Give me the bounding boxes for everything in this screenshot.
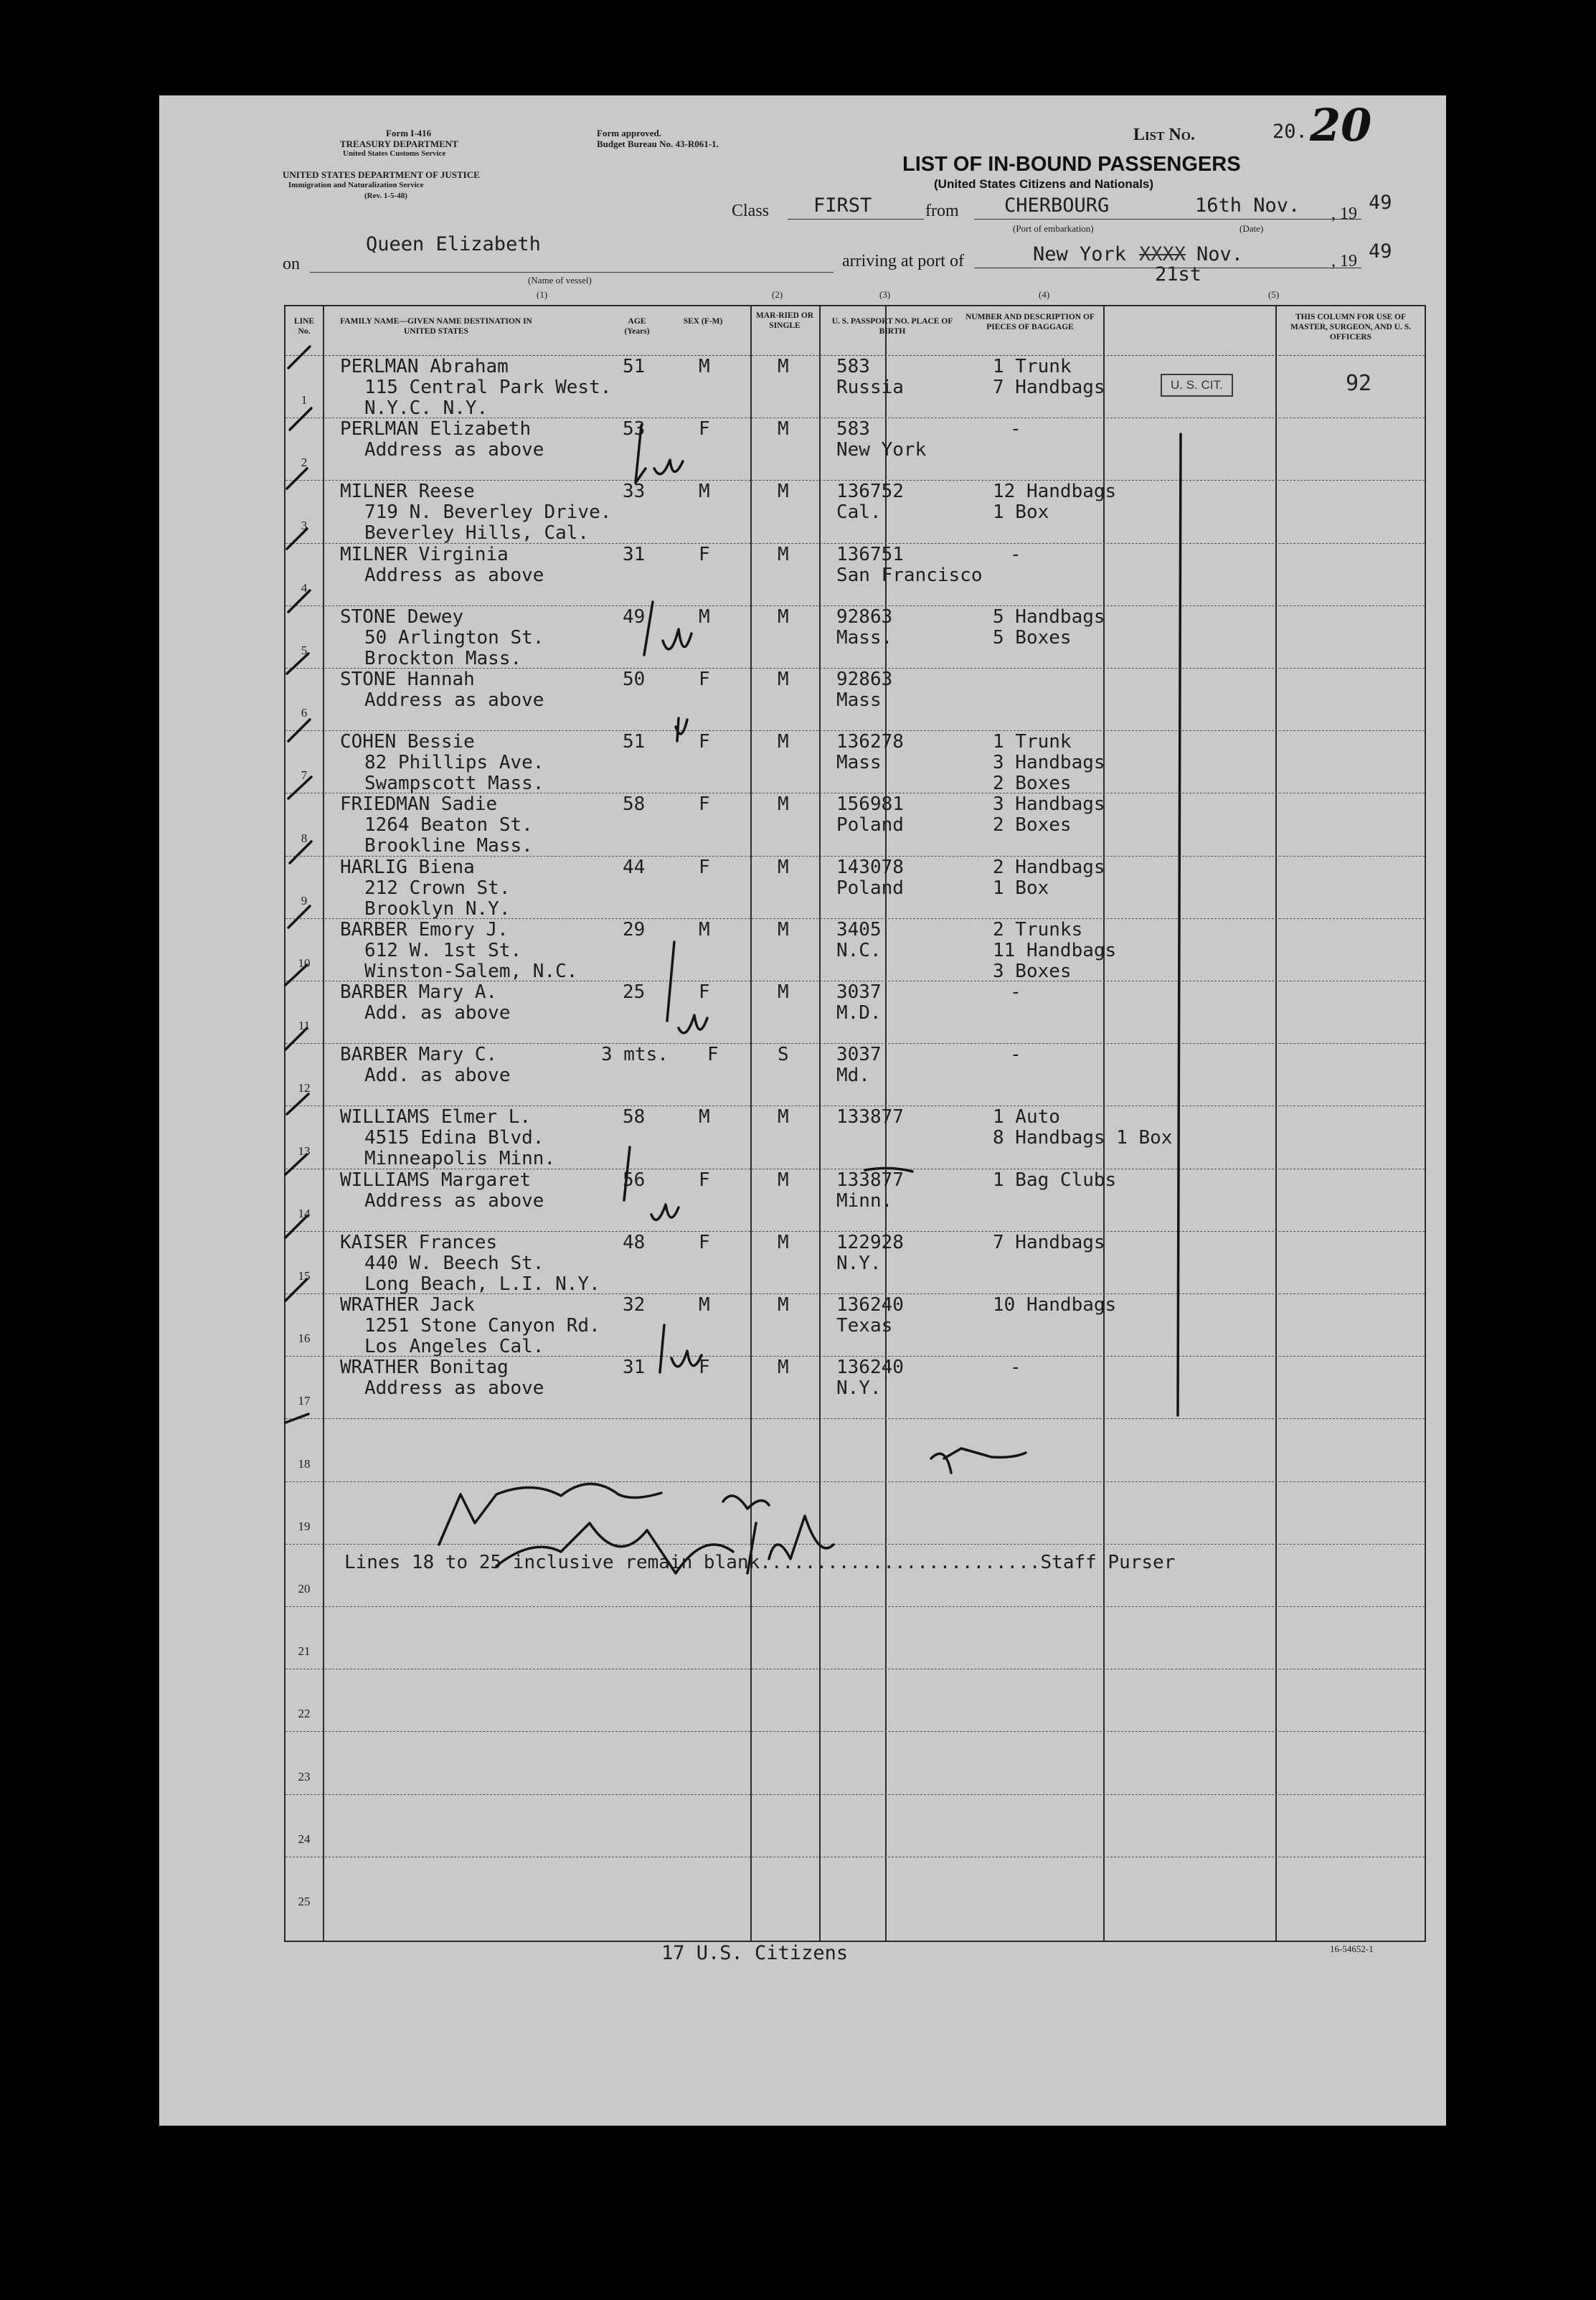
- dept-treasury: TREASURY DEPARTMENT: [340, 138, 458, 149]
- line-number: 3: [301, 519, 308, 532]
- passenger-marital-status: M: [778, 606, 789, 628]
- passport-number: 92863: [836, 669, 893, 690]
- line-number: 13: [298, 1144, 311, 1158]
- line-number: 11: [298, 1019, 311, 1032]
- header-sex: SEX (F-M): [683, 317, 723, 326]
- passenger-name: BARBER Mary C.: [340, 1044, 498, 1065]
- passport-number: 136240: [836, 1294, 904, 1316]
- line-number: 24: [298, 1832, 311, 1846]
- passenger-name: COHEN Bessie: [340, 731, 475, 753]
- passenger-address: Address as above: [364, 439, 544, 461]
- passenger-sex: F: [699, 418, 710, 440]
- passport-number: 3037: [836, 981, 882, 1003]
- budget-bureau: Budget Bureau No. 43-R061-1.: [597, 138, 719, 149]
- passenger-address: Brooklyn N.Y.: [364, 898, 511, 920]
- passenger-sex: F: [699, 731, 710, 753]
- baggage-item: 11 Handbags: [993, 940, 1117, 961]
- passenger-name: BARBER Emory J.: [340, 919, 509, 941]
- line-number: 23: [298, 1770, 311, 1783]
- passenger-sex: M: [699, 356, 710, 377]
- class-value: FIRST: [813, 194, 872, 217]
- passenger-address: Brookline Mass.: [364, 835, 533, 857]
- line-number: 6: [301, 706, 308, 720]
- on-label: on: [283, 255, 300, 273]
- form-code: 16-54652-1: [1330, 1943, 1374, 1954]
- passenger-sex: F: [707, 1044, 719, 1065]
- passenger-address: Address as above: [364, 565, 544, 586]
- year-prefix-1: , 19: [1331, 204, 1357, 223]
- passenger-address: 115 Central Park West.: [364, 377, 612, 398]
- passenger-table: [284, 305, 1426, 1942]
- passenger-sex: F: [699, 669, 710, 690]
- passenger-sex: F: [699, 1232, 710, 1253]
- passenger-marital-status: M: [778, 981, 789, 1003]
- header-married: MAR-RIED OR SINGLE: [755, 311, 814, 330]
- column-number-1: (1): [537, 289, 548, 300]
- passenger-address: Winston-Salem, N.C.: [364, 961, 578, 982]
- passport-number: 156981: [836, 793, 904, 815]
- list-no-handwritten: 20: [1310, 99, 1372, 151]
- passenger-marital-status: M: [778, 418, 789, 440]
- passenger-marital-status: M: [778, 731, 789, 753]
- line-number: 8: [301, 831, 308, 845]
- passenger-address: Add. as above: [364, 1002, 511, 1024]
- form-revision: (Rev. 1-5-48): [364, 192, 407, 200]
- passenger-address: Brockton Mass.: [364, 648, 522, 669]
- dept-immigration: Immigration and Naturalization Service: [288, 181, 424, 189]
- baggage-item: 1 Box: [993, 501, 1049, 523]
- place-of-birth: N.Y.: [836, 1253, 882, 1274]
- passenger-marital-status: M: [778, 1232, 789, 1253]
- list-no-value: 20.: [1272, 121, 1308, 143]
- passport-number: 133877: [836, 1106, 904, 1128]
- passenger-marital-status: M: [778, 544, 789, 565]
- place-of-birth: Texas: [836, 1315, 893, 1337]
- passenger-age: 31: [623, 544, 646, 565]
- passenger-age: 33: [623, 481, 646, 502]
- passenger-age: 58: [623, 1106, 646, 1128]
- line-number: 7: [301, 768, 308, 782]
- passport-number: 583: [836, 418, 870, 440]
- line-number: 10: [298, 956, 311, 970]
- place-of-birth: Poland: [836, 814, 904, 836]
- place-of-birth: Mass: [836, 752, 882, 773]
- form-approved: Form approved.: [597, 128, 662, 138]
- passenger-age: 50: [623, 669, 646, 690]
- passenger-address: 440 W. Beech St.: [364, 1253, 544, 1274]
- baggage-item: 8 Handbags 1 Box: [993, 1127, 1173, 1149]
- passenger-name: PERLMAN Abraham: [340, 356, 509, 377]
- baggage-item: 1 Trunk: [993, 731, 1072, 753]
- baggage-item: 2 Handbags: [993, 857, 1105, 878]
- arrival-date: Nov.: [1196, 243, 1244, 265]
- passport-number: 136752: [836, 481, 904, 502]
- passenger-age: 51: [623, 731, 646, 753]
- passenger-address: Address as above: [364, 1190, 544, 1212]
- baggage-item: 2 Boxes: [993, 814, 1072, 836]
- passenger-address: Address as above: [364, 1377, 544, 1399]
- vessel-name: Queen Elizabeth: [366, 233, 541, 255]
- passenger-marital-status: M: [778, 1106, 789, 1128]
- place-of-birth: Cal.: [836, 501, 882, 523]
- document-subtitle: (United States Citizens and Nationals): [934, 177, 1154, 191]
- passenger-age: 48: [623, 1232, 646, 1253]
- passenger-address: Los Angeles Cal.: [364, 1336, 544, 1357]
- passenger-address: Long Beach, L.I. N.Y.: [364, 1273, 600, 1295]
- passport-number: 136278: [836, 731, 904, 753]
- baggage-item: 7 Handbags: [993, 1232, 1105, 1253]
- passenger-name: BARBER Mary A.: [340, 981, 498, 1003]
- passenger-marital-status: M: [778, 1169, 789, 1191]
- baggage-item: 5 Handbags: [993, 606, 1105, 628]
- passport-number: 583: [836, 356, 870, 377]
- year-2: 49: [1369, 240, 1392, 263]
- passenger-sex: F: [699, 1169, 710, 1191]
- passenger-name: HARLIG Biena: [340, 857, 475, 878]
- passenger-sex: M: [699, 1294, 710, 1316]
- baggage-item: 1 Auto: [993, 1106, 1060, 1128]
- struck-text: XXXX: [1139, 243, 1186, 265]
- passenger-marital-status: M: [778, 669, 789, 690]
- passenger-age: 58: [623, 793, 646, 815]
- header-line-no: LINE No.: [293, 317, 315, 336]
- list-no-label: List No.: [1133, 126, 1195, 144]
- baggage-item: 5 Boxes: [993, 627, 1072, 649]
- dept-justice: UNITED STATES DEPARTMENT OF JUSTICE: [283, 169, 480, 180]
- passenger-marital-status: M: [778, 481, 789, 502]
- line-number: 2: [301, 456, 308, 469]
- header-baggage: NUMBER AND DESCRIPTION OF PIECES OF BAGGAGE: [965, 313, 1095, 331]
- passenger-sex: F: [699, 1357, 710, 1378]
- passenger-name: MILNER Reese: [340, 481, 475, 502]
- line-number: 22: [298, 1707, 311, 1720]
- place-of-birth: N.C.: [836, 940, 882, 961]
- passenger-address: Address as above: [364, 689, 544, 711]
- baggage-item: -: [1010, 981, 1021, 1003]
- header-passport: U. S. PASSPORT NO. PLACE OF BIRTH: [831, 317, 953, 336]
- passenger-address: 82 Phillips Ave.: [364, 752, 544, 773]
- place-of-birth: Russia: [836, 377, 904, 398]
- column-number-5: (5): [1268, 289, 1280, 300]
- passenger-name: KAISER Frances: [340, 1232, 498, 1253]
- passenger-sex: F: [699, 544, 710, 565]
- arrival-date-correction: 21st: [1155, 263, 1202, 286]
- passenger-name: FRIEDMAN Sadie: [340, 793, 498, 815]
- passenger-address: Add. as above: [364, 1065, 511, 1086]
- passenger-sex: F: [699, 857, 710, 878]
- passenger-marital-status: M: [778, 356, 789, 377]
- passenger-address: Minneapolis Minn.: [364, 1148, 556, 1169]
- passenger-sex: F: [699, 981, 710, 1003]
- passport-number: 92863: [836, 606, 893, 628]
- passport-number: 3037: [836, 1044, 882, 1065]
- passenger-age: 56: [623, 1169, 646, 1191]
- passenger-manifest-page: [159, 95, 1446, 2126]
- passenger-marital-status: M: [778, 1294, 789, 1316]
- passenger-address: 50 Arlington St.: [364, 627, 544, 649]
- passenger-name: PERLMAN Elizabeth: [340, 418, 532, 440]
- line-number: 20: [298, 1582, 311, 1596]
- line-number: 18: [298, 1457, 311, 1471]
- passenger-address: 1251 Stone Canyon Rd.: [364, 1315, 600, 1337]
- passenger-age: 31: [623, 1357, 646, 1378]
- place-of-birth: San Francisco: [836, 565, 983, 586]
- passenger-name: WRATHER Jack: [340, 1294, 475, 1316]
- passenger-name: MILNER Virginia: [340, 544, 509, 565]
- year-1: 49: [1369, 192, 1392, 214]
- passenger-sex: F: [699, 793, 710, 815]
- passenger-sex: M: [699, 919, 710, 941]
- passenger-sex: M: [699, 481, 710, 502]
- passenger-address: Beverley Hills, Cal.: [364, 522, 590, 544]
- place-of-birth: Mass: [836, 689, 882, 711]
- passenger-address: 612 W. 1st St.: [364, 940, 522, 961]
- baggage-item: 12 Handbags: [993, 481, 1117, 502]
- line-number: 12: [298, 1081, 311, 1095]
- baggage-item: 2 Boxes: [993, 773, 1072, 794]
- place-of-birth: M.D.: [836, 1002, 882, 1024]
- passport-number: 136751: [836, 544, 904, 565]
- baggage-item: 1 Bag Clubs: [993, 1169, 1117, 1191]
- line-number: 1: [301, 393, 308, 407]
- place-of-birth: N.Y.: [836, 1377, 882, 1399]
- line-number: 5: [301, 644, 308, 657]
- column-number-3: (3): [879, 289, 891, 300]
- passenger-name: WILLIAMS Elmer L.: [340, 1106, 532, 1128]
- passenger-sex: M: [699, 606, 710, 628]
- from-label: from: [925, 202, 959, 220]
- passenger-address: Swampscott Mass.: [364, 773, 544, 794]
- stamp-text: U. S. CIT.: [1171, 378, 1223, 392]
- place-of-birth: Mass.: [836, 627, 893, 649]
- place-of-birth: Poland: [836, 877, 904, 899]
- line-number: 21: [298, 1644, 311, 1658]
- line-number: 15: [298, 1269, 311, 1283]
- line-number: 4: [301, 581, 308, 595]
- baggage-item: -: [1010, 544, 1021, 565]
- class-label: Class: [732, 202, 770, 220]
- column-number-2: (2): [772, 289, 783, 300]
- baggage-item: 3 Handbags: [993, 793, 1105, 815]
- header-name: FAMILY NAME—GIVEN NAME DESTINATION IN UNITED STATES: [340, 317, 532, 336]
- passenger-marital-status: S: [778, 1044, 789, 1065]
- passenger-address: 719 N. Beverley Drive.: [364, 501, 612, 523]
- passenger-age: 29: [623, 919, 646, 941]
- baggage-item: 7 Handbags: [993, 377, 1105, 398]
- line-number: 16: [298, 1332, 311, 1345]
- passenger-sex: M: [699, 1106, 710, 1128]
- date-caption: (Date): [1240, 223, 1264, 234]
- passenger-address: 4515 Edina Blvd.: [364, 1127, 544, 1149]
- passenger-marital-status: M: [778, 1357, 789, 1378]
- line-number: 14: [298, 1207, 311, 1220]
- baggage-item: 1 Trunk: [993, 356, 1072, 377]
- baggage-item: -: [1010, 418, 1021, 440]
- passenger-marital-status: M: [778, 919, 789, 941]
- passenger-name: WRATHER Bonitag: [340, 1357, 509, 1378]
- header-age: AGE (Years): [624, 317, 650, 336]
- passport-number: 136240: [836, 1357, 904, 1378]
- passenger-marital-status: M: [778, 793, 789, 815]
- baggage-item: 1 Box: [993, 877, 1049, 899]
- passport-number: 122928: [836, 1232, 904, 1253]
- form-number: Form I-416: [386, 128, 432, 138]
- document-title: LIST OF IN-BOUND PASSENGERS: [902, 153, 1241, 176]
- baggage-item: -: [1010, 1357, 1021, 1378]
- passenger-age: 44: [623, 857, 646, 878]
- footer-total: 17 U.S. Citizens: [661, 1942, 849, 1964]
- baggage-item: 2 Trunks: [993, 919, 1083, 941]
- baggage-item: 10 Handbags: [993, 1294, 1117, 1316]
- passport-number: 3405: [836, 919, 882, 941]
- passenger-address: N.Y.C. N.Y.: [364, 397, 488, 419]
- passport-number: 143078: [836, 857, 904, 878]
- line-number: 25: [298, 1895, 311, 1908]
- port-of-embarkation: CHERBOURG: [1004, 194, 1110, 217]
- line-number: 9: [301, 894, 308, 908]
- passenger-age: 32: [623, 1294, 646, 1316]
- dept-customs: United States Customs Service: [343, 149, 446, 158]
- passenger-age: 51: [623, 356, 646, 377]
- passport-number: 133877: [836, 1169, 904, 1191]
- baggage-item: 3 Boxes: [993, 961, 1072, 982]
- place-of-birth: New York: [836, 439, 927, 461]
- baggage-item: 3 Handbags: [993, 752, 1105, 773]
- passenger-name: WILLIAMS Margaret: [340, 1169, 532, 1191]
- passenger-address: 1264 Beaton St.: [364, 814, 533, 836]
- column-number-4: (4): [1039, 289, 1050, 300]
- passenger-age: 49: [623, 606, 646, 628]
- baggage-item: -: [1010, 1044, 1021, 1065]
- port-embarkation-caption: (Port of embarkation): [1013, 223, 1094, 234]
- passenger-name: STONE Hannah: [340, 669, 475, 690]
- place-of-birth: Md.: [836, 1065, 870, 1086]
- passenger-age: 25: [623, 981, 646, 1003]
- place-of-birth: Minn.: [836, 1190, 893, 1212]
- officer-note: 92: [1346, 371, 1372, 396]
- port-of-arrival: New York: [1033, 243, 1127, 265]
- arriving-label: arriving at port of: [842, 252, 964, 270]
- passenger-age: 53: [623, 418, 646, 440]
- passenger-address: 212 Crown St.: [364, 877, 511, 899]
- us-citizen-stamp: [1161, 374, 1233, 397]
- vessel-caption: (Name of vessel): [528, 275, 592, 286]
- passenger-age: 3 mts.: [601, 1044, 669, 1065]
- line-number: 17: [298, 1394, 311, 1408]
- header-officers: THIS COLUMN FOR USE OF MASTER, SURGEON, AND U. S. OFFICERS: [1290, 313, 1412, 341]
- embarkation-date: 16th Nov.: [1195, 194, 1300, 217]
- line-number: 19: [298, 1519, 311, 1533]
- remain-blank-note: Lines 18 to 25 inclusive remain blank.........................Staff Purser: [344, 1552, 1176, 1573]
- passenger-marital-status: M: [778, 857, 789, 878]
- passenger-name: STONE Dewey: [340, 606, 464, 628]
- year-prefix-2: , 19: [1331, 252, 1357, 270]
